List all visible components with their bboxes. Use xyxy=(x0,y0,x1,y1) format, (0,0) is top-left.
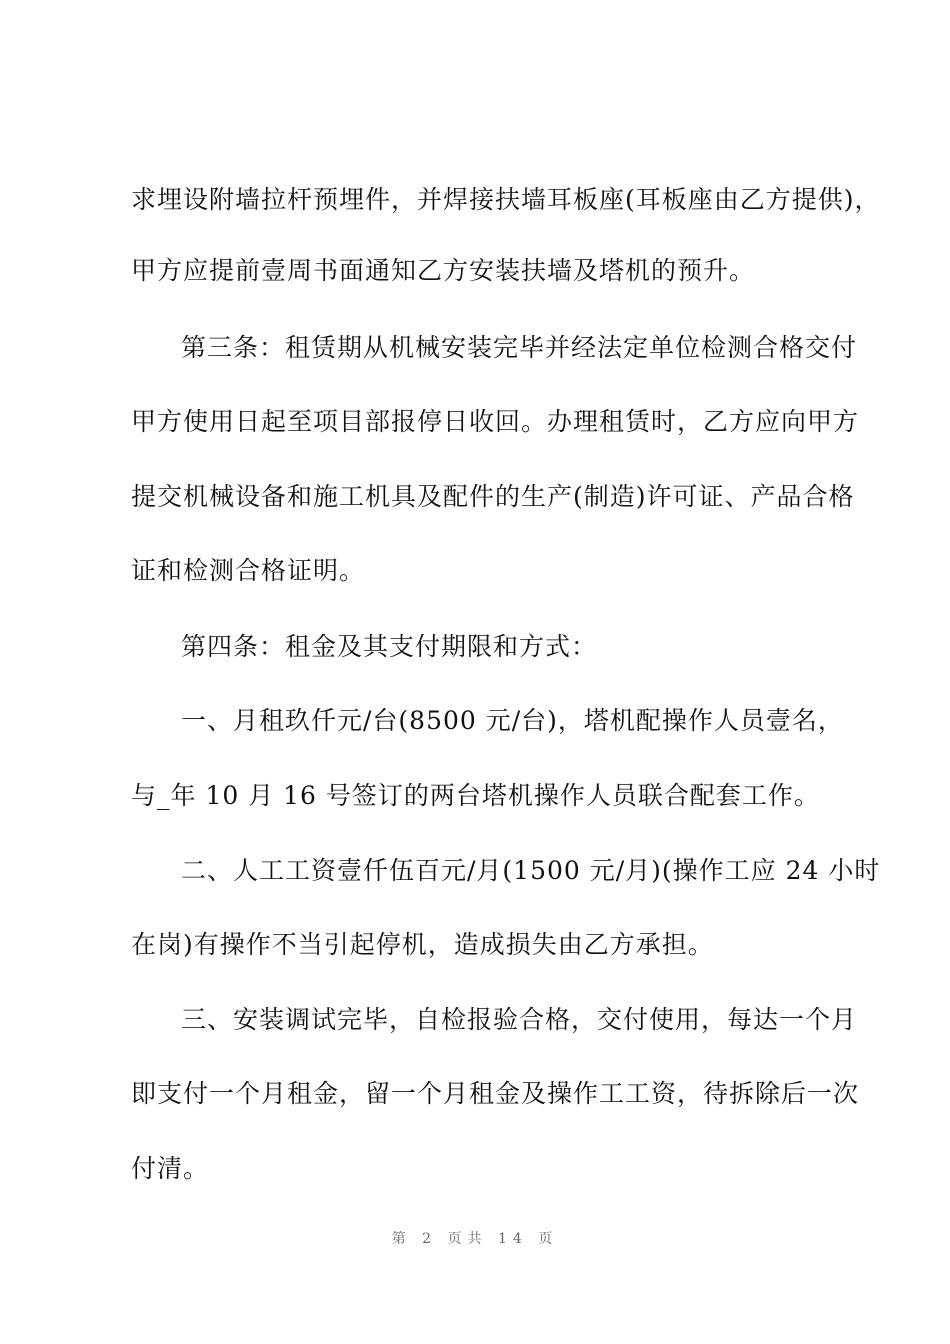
paragraph-line: 求埋设附墙拉杆预埋件，并焊接扶墙耳板座(耳板座由乙方提供)， xyxy=(131,185,881,214)
paragraph-line: 即支付一个月租金，留一个月租金及操作工工资，待拆除后一次 xyxy=(131,1079,860,1108)
paragraph-line: 与_年 10 月 16 号签订的两台塔机操作人员联合配套工作。 xyxy=(131,781,820,810)
paragraph-line: 付清。 xyxy=(131,1154,210,1183)
paragraph-line: 提交机械设备和施工机具及配件的生产(制造)许可证、产品合格 xyxy=(131,482,855,511)
page-number-footer: 第 2 页共 14 页 xyxy=(391,1231,559,1247)
item-2-line: 二、人工工资壹仟伍百元/月(1500 元/月)(操作工应 24 小时 xyxy=(181,856,881,885)
paragraph-line: 证和检测合格证明。 xyxy=(131,556,366,585)
paragraph-line: 甲方应提前壹周书面通知乙方安装扶墙及塔机的预升。 xyxy=(131,256,756,285)
item-1-line: 一、月租玖仟元/台(8500 元/台)，塔机配操作人员壹名， xyxy=(181,706,844,735)
paragraph-line: 甲方使用日起至项目部报停日收回。办理租赁时，乙方应向甲方 xyxy=(131,407,860,436)
item-3-line: 三、安装调试完毕，自检报验合格，交付使用，每达一个月 xyxy=(181,1005,858,1034)
paragraph-line: 在岗)有操作不当引起停机，造成损失由乙方承担。 xyxy=(131,930,714,959)
article-4-heading-line: 第四条：租金及其支付期限和方式： xyxy=(181,632,598,661)
article-3-heading-line: 第三条：租赁期从机械安装完毕并经法定单位检测合格交付 xyxy=(181,333,858,362)
